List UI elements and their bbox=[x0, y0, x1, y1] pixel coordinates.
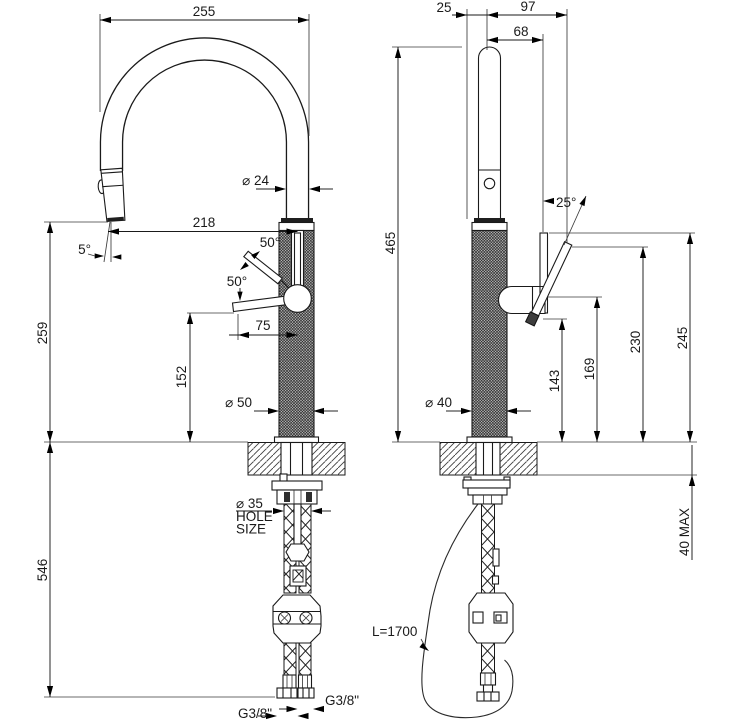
side-body-seam bbox=[474, 218, 505, 223]
spray-head bbox=[97, 168, 126, 222]
dim-handle-grip-height bbox=[572, 247, 648, 442]
dim-handle-top-height bbox=[549, 233, 695, 442]
side-connector-block bbox=[469, 593, 513, 643]
dim-body-diameter-side-label: ⌀ 40 bbox=[425, 395, 452, 410]
dim-overall-height-label: 465 bbox=[383, 231, 398, 255]
dim-handle-offset-label: 68 bbox=[513, 24, 529, 39]
dim-overall-height bbox=[383, 47, 462, 442]
dim-handle-height bbox=[174, 313, 234, 442]
dim-hole-size-label3: SIZE bbox=[236, 521, 267, 537]
connector-block bbox=[273, 595, 321, 643]
dim-handle-raised-angle-label: 50° bbox=[259, 235, 281, 250]
gooseneck-spout bbox=[112, 49, 298, 222]
hex-nut-right bbox=[298, 688, 314, 698]
dim-supply-length bbox=[35, 442, 275, 697]
dim-spout-height-label: 259 bbox=[35, 321, 50, 345]
side-knurled-body bbox=[472, 231, 507, 438]
dim-handle-lowered-angle-label: 50° bbox=[226, 274, 248, 289]
body-seam bbox=[281, 218, 313, 223]
dim-front-offset-and-reach bbox=[436, 0, 567, 243]
dim-max-deck-thickness-label: 40 MAX bbox=[677, 507, 692, 557]
spray-button-side bbox=[484, 178, 494, 188]
side-view bbox=[372, 0, 697, 718]
side-base-plate bbox=[467, 437, 512, 443]
dim-hole-size-label2: HOLE bbox=[236, 509, 273, 524]
dim-spray-head-angle bbox=[78, 242, 121, 260]
dim-hole-size-label1: ⌀ 35 bbox=[236, 496, 263, 511]
handle-rod bbox=[295, 233, 301, 287]
dim-front-offset-label: 25 bbox=[436, 0, 452, 15]
body-collar bbox=[279, 223, 314, 231]
dim-spout-reach-label: 218 bbox=[192, 215, 216, 230]
hose-weight-plug bbox=[286, 544, 309, 561]
hex-nut-left bbox=[277, 688, 297, 698]
countertop-section bbox=[248, 443, 345, 476]
side-inlet-fitting bbox=[477, 643, 499, 701]
dim-handle-top-height-label: 245 bbox=[675, 326, 690, 350]
dim-handle-height-label: 152 bbox=[174, 365, 189, 389]
dim-max-deck-thickness bbox=[537, 442, 697, 560]
side-countertop-section bbox=[440, 443, 537, 476]
dim-handle-length-label: 75 bbox=[255, 318, 271, 333]
dim-body-diameter-front-label: ⌀ 50 bbox=[225, 395, 252, 410]
dim-inlet-thread-left-label: G3/8" bbox=[238, 706, 273, 721]
dim-spray-head-angle-label: 5° bbox=[78, 242, 91, 257]
handle-ball-joint bbox=[284, 285, 312, 313]
dim-spout-diameter-label: ⌀ 24 bbox=[242, 173, 269, 188]
dim-cartridge-height-label: 169 bbox=[582, 357, 597, 381]
dim-overall-width-label: 255 bbox=[192, 4, 216, 19]
dim-handle-grip-height-label: 230 bbox=[628, 330, 643, 354]
dim-inlet-thread-right-label: G3/8" bbox=[325, 693, 360, 708]
side-mounting-hardware bbox=[463, 477, 510, 504]
dim-hose-length-label: L=1700 bbox=[372, 624, 418, 639]
dim-supply-length-label: 546 bbox=[35, 558, 50, 582]
side-hose-column bbox=[482, 504, 500, 593]
front-view bbox=[35, 4, 359, 721]
side-spout bbox=[479, 47, 501, 222]
dim-spout-height bbox=[35, 222, 248, 442]
dim-handle-base-height-label: 143 bbox=[547, 369, 562, 393]
dim-hose-length bbox=[372, 624, 431, 653]
inlet-fittings bbox=[277, 643, 314, 698]
base-plate bbox=[275, 437, 319, 443]
dim-handle-tilt bbox=[543, 195, 589, 245]
dim-inlet-thread-left bbox=[238, 706, 309, 721]
handle-lever-tilted bbox=[531, 242, 571, 316]
supply-hoses bbox=[284, 504, 311, 593]
side-body-collar bbox=[472, 223, 507, 231]
mounting-hardware bbox=[272, 474, 322, 504]
dim-handle-base-height bbox=[543, 319, 567, 442]
dim-handle-tilt-label: 25° bbox=[556, 195, 577, 210]
dim-handle-reach-label: 97 bbox=[520, 0, 536, 14]
dim-handle-lowered-angle bbox=[227, 274, 247, 301]
